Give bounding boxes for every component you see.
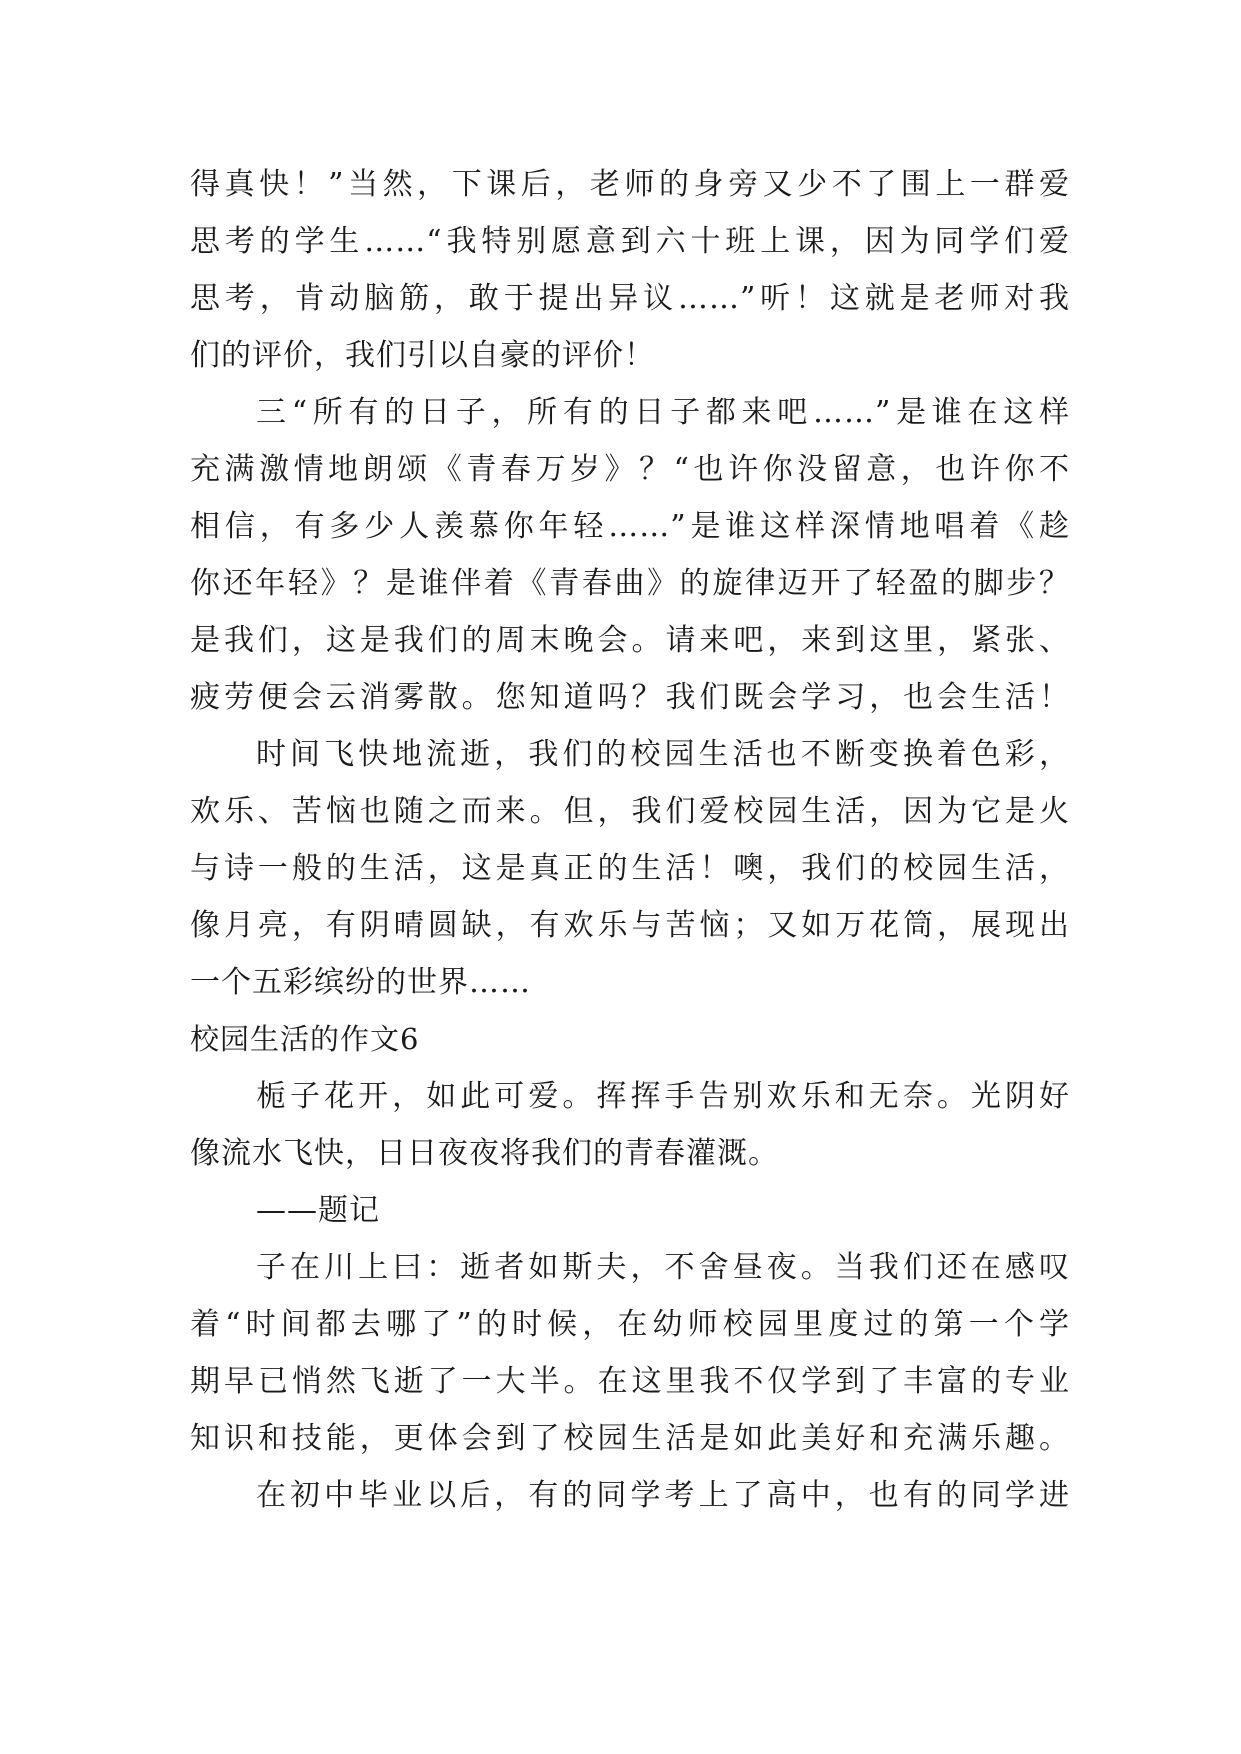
section-heading: 校园生活的作文6 xyxy=(190,1022,420,1056)
text-line: 在初中毕业以后，有的同学考上了高中，也有的同学进 xyxy=(256,1478,1070,1513)
text-line: 们的评价，我们引以自豪的评价！ xyxy=(190,338,655,373)
text-line: 知识和技能，更体会到了校园生活是如此美好和充满乐趣。 xyxy=(190,1421,1070,1456)
text-line: 你还年轻》？是谁伴着《青春曲》的旋律迈开了轻盈的脚步？ xyxy=(190,566,1070,601)
text-line: 时间飞快地流逝，我们的校园生活也不断变换着色彩， xyxy=(256,737,1070,772)
text-line: 欢乐、苦恼也随之而来。但，我们爱校园生活，因为它是火 xyxy=(190,794,1070,829)
text-line: 思考的学生……“我特别愿意到六十班上课，因为同学们爱 xyxy=(190,224,1070,259)
text-line: 与诗一般的生活，这是真正的生活！噢，我们的校园生活， xyxy=(190,851,1070,886)
document-body xyxy=(190,156,1070,1524)
text-line: 得真快！”当然，下课后，老师的身旁又少不了围上一群爱 xyxy=(190,167,1070,202)
text-line: 相信，有多少人羡慕你年轻……”是谁这样深情地唱着《趁 xyxy=(190,509,1070,544)
text-line: 子在川上曰：逝者如斯夫，不舍昼夜。当我们还在感叹 xyxy=(256,1250,1070,1285)
text-line: 像流水飞快，日日夜夜将我们的青春灌溉。 xyxy=(190,1136,779,1171)
text-line: 充满激情地朗颂《青春万岁》？“也许你没留意，也许你不 xyxy=(190,452,1070,487)
text-line: 一个五彩缤纷的世界…… xyxy=(190,965,531,1000)
text-line: 三“所有的日子，所有的日子都来吧……”是谁在这样 xyxy=(256,395,1070,430)
text-line: 疲劳便会云消雾散。您知道吗？我们既会学习，也会生活！ xyxy=(190,680,1070,715)
text-line: 期早已悄然飞逝了一大半。在这里我不仅学到了丰富的专业 xyxy=(190,1364,1070,1399)
text-line: 思考，肯动脑筋，敢于提出异议……”听！这就是老师对我 xyxy=(190,281,1070,316)
text-line: 是我们，这是我们的周末晚会。请来吧，来到这里，紧张、 xyxy=(190,623,1070,658)
epigraph-attribution: ——题记 xyxy=(256,1193,380,1228)
text-line: 像月亮，有阴晴圆缺，有欢乐与苦恼；又如万花筒，展现出 xyxy=(190,908,1070,943)
text-line: 栀子花开，如此可爱。挥挥手告别欢乐和无奈。光阴好 xyxy=(256,1079,1070,1114)
text-line: 着“时间都去哪了”的时候，在幼师校园里度过的第一个学 xyxy=(190,1307,1070,1342)
